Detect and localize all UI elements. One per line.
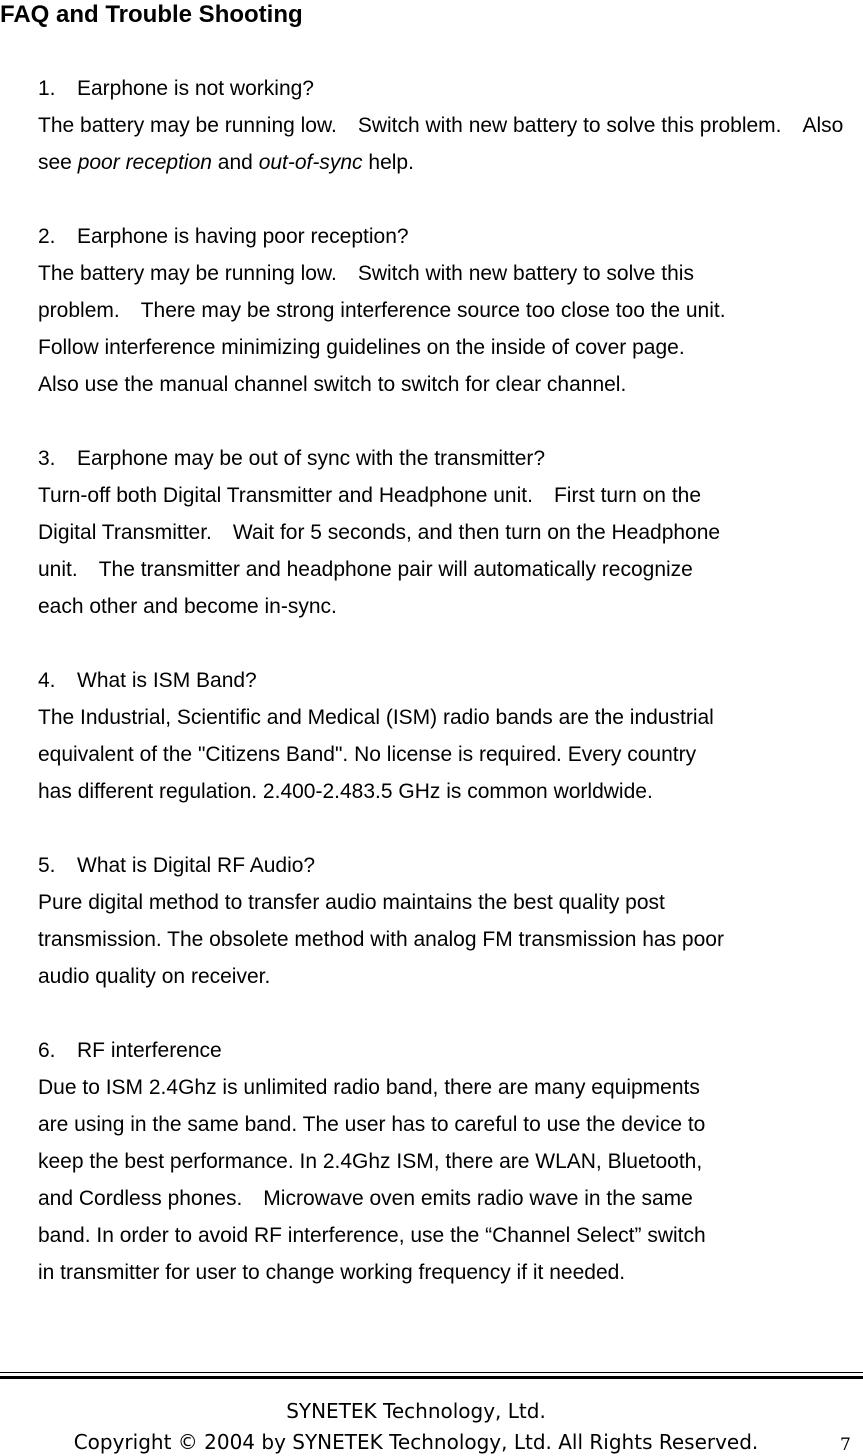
question-number: 6.	[38, 1039, 56, 1062]
faq-item-5	[38, 847, 856, 995]
answer-line: The Industrial, Scientific and Medical (ISM) radio bands are the industrial	[38, 706, 714, 729]
answer-text: help.	[362, 151, 414, 174]
faq-item-4	[38, 662, 856, 810]
question-number: 5.	[38, 854, 56, 877]
question-number: 4.	[38, 669, 56, 692]
question-text: What is ISM Band?	[77, 669, 257, 692]
faq-question	[38, 218, 856, 255]
question-text: RF interference	[77, 1039, 222, 1062]
question-number: 2.	[38, 225, 56, 248]
answer-line: Due to ISM 2.4Ghz is unlimited radio band, there are many equipments	[38, 1076, 700, 1099]
faq-question	[38, 662, 856, 699]
answer-text: The battery may be running low. Switch with new battery to solve this problem. Also see	[38, 114, 844, 174]
faq-item-1	[38, 70, 856, 181]
question-text: Earphone is not working?	[77, 77, 314, 100]
answer-line: The battery may be running low. Switch with new battery to solve this	[38, 262, 694, 285]
faq-item-2	[38, 218, 856, 403]
question-text: Earphone is having poor reception?	[77, 225, 409, 248]
question-text: Earphone may be out of sync with the transmitter?	[77, 447, 546, 470]
question-number: 3.	[38, 447, 56, 470]
answer-text: and	[211, 151, 259, 174]
faq-list	[38, 70, 856, 1291]
answer-line: band. In order to avoid RF interference, use the “Channel Select” switch	[38, 1224, 706, 1247]
page-title: FAQ and Trouble Shooting	[0, 1, 303, 28]
answer-emphasis: poor reception	[77, 151, 212, 174]
answer-line: has different regulation. 2.400-2.483.5 GHz is common worldwide.	[38, 780, 653, 803]
footer-divider-thin	[0, 1372, 863, 1373]
answer-line: Pure digital method to transfer audio maintains the best quality post	[38, 891, 665, 914]
question-number: 1.	[38, 77, 56, 100]
answer-line: transmission. The obsolete method with analog FM transmission has poor	[38, 928, 724, 951]
footer-copyright: Copyright © 2004 by SYNETEK Technology, Ltd. All Rights Reserved.	[73, 1430, 759, 1454]
answer-line: Digital Transmitter. Wait for 5 seconds, and then turn on the Headphone	[38, 521, 721, 544]
faq-answer	[38, 107, 856, 181]
faq-item-3	[38, 440, 856, 625]
answer-line: unit. The transmitter and headphone pair will automatically recognize	[38, 558, 693, 581]
answer-line: Follow interference minimizing guidelines on the inside of cover page.	[38, 336, 685, 359]
page-number: 7	[840, 1435, 851, 1455]
footer-divider-thick	[0, 1376, 863, 1379]
answer-line: each other and become in-sync.	[38, 595, 337, 618]
answer-line: Also use the manual channel switch to switch for clear channel.	[38, 373, 627, 396]
faq-question	[38, 1032, 856, 1069]
faq-item-6	[38, 1032, 856, 1291]
answer-emphasis: out-of-sync	[258, 151, 363, 174]
answer-line: are using in the same band. The user has to careful to use the device to	[38, 1113, 706, 1136]
answer-line: and Cordless phones. Microwave oven emits radio wave in the same	[38, 1187, 693, 1210]
answer-line: audio quality on receiver.	[38, 965, 271, 988]
faq-question	[38, 70, 856, 107]
faq-question	[38, 440, 856, 477]
answer-line: in transmitter for user to change working frequency if it needed.	[38, 1261, 626, 1284]
answer-line: equivalent of the "Citizens Band". No license is required. Every country	[38, 743, 697, 766]
answer-line: keep the best performance. In 2.4Ghz ISM, there are WLAN, Bluetooth,	[38, 1150, 703, 1173]
answer-line: Turn-off both Digital Transmitter and Headphone unit. First turn on the	[38, 484, 702, 507]
faq-question	[38, 847, 856, 884]
answer-line: problem. There may be strong interference source too close too the unit.	[38, 299, 726, 322]
footer-company: SYNETEK Technology, Ltd.	[286, 1399, 546, 1423]
question-text: What is Digital RF Audio?	[77, 854, 316, 877]
